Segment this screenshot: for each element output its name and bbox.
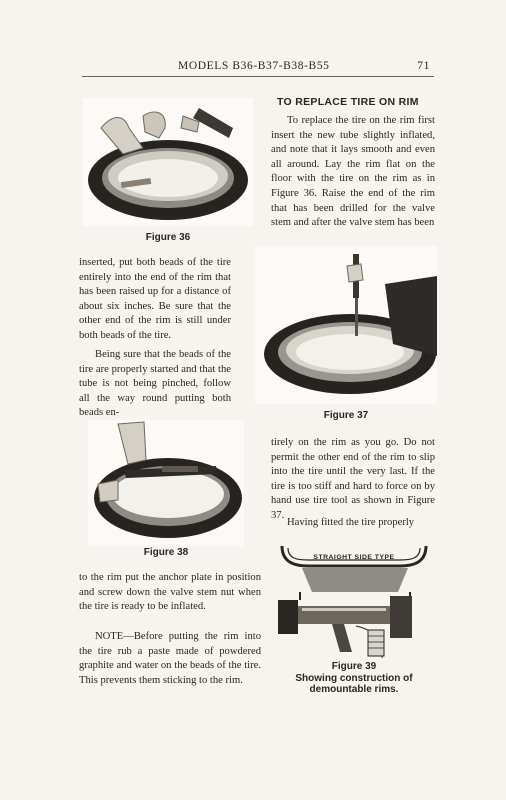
- header-rule: [82, 76, 434, 77]
- figure-38-photo: [88, 420, 244, 546]
- figure-39-subcaption-2: demountable rims.: [309, 684, 399, 695]
- figure-39-subcaption-1: Showing construction of: [295, 673, 413, 684]
- paragraph-entirely: tirely on the rim as you go. Do not permit the other end of the rim to slip into the tire until the very last. If the tire is too stiff and hard to force on by hand use tire tool as shown in Figure 37.: [271, 437, 435, 521]
- figure-37-photo: [255, 246, 437, 404]
- paragraph-note: NOTE—Before putting the rim into the tire rub a paste made of powdered graphite and water on the beads of the tire. This prevents them sticking to the rim.: [79, 631, 261, 686]
- figure-37-caption: Figure 37: [323, 410, 369, 421]
- anchor-plate-illustration: [88, 420, 244, 546]
- figure-39-caption: Figure 39: [331, 661, 377, 672]
- section-heading: TO REPLACE TIRE ON RIM: [277, 96, 419, 108]
- figure-39-diagram: [272, 540, 436, 660]
- straight-side-type-label: STRAIGHT SIDE TYPE: [313, 554, 395, 561]
- page-number: 71: [417, 60, 430, 72]
- paragraph-beads: Being sure that the beads of the tire are properly started and that the tube is not being pinched, follow all the way round putting both beads en-: [79, 349, 231, 419]
- paragraph-having-fitted: Having fitted the tire properly: [287, 517, 415, 528]
- paragraph-intro: To replace the tire on the rim first insert the new tube slightly inflated, and note that it lays smooth and even all around. Lay the rim flat on the floor with the tire on the rim as in Figure 36. Raise the end of the rim that has been drilled for the valve stem and after the valve stem has been: [271, 115, 435, 229]
- figure-36-photo: [83, 98, 253, 226]
- paragraph-inserted: inserted, put both beads of the tire entirely into the end of the rim that has been raised up for a distance of about six inches. Be sure that the other end of the rim is still under both beads of the tire.: [79, 257, 231, 341]
- tire-on-rim-illustration: [83, 98, 253, 226]
- header-title: MODELS B36-B37-B38-B55: [178, 60, 330, 72]
- figure-38-caption: Figure 38: [143, 547, 189, 558]
- figure-36-caption: Figure 36: [145, 232, 191, 243]
- paragraph-anchor-plate: to the rim put the anchor plate in position and screw down the valve stem nut when the tire is ready to be inflated.: [79, 572, 261, 613]
- tire-tool-illustration: [255, 246, 437, 404]
